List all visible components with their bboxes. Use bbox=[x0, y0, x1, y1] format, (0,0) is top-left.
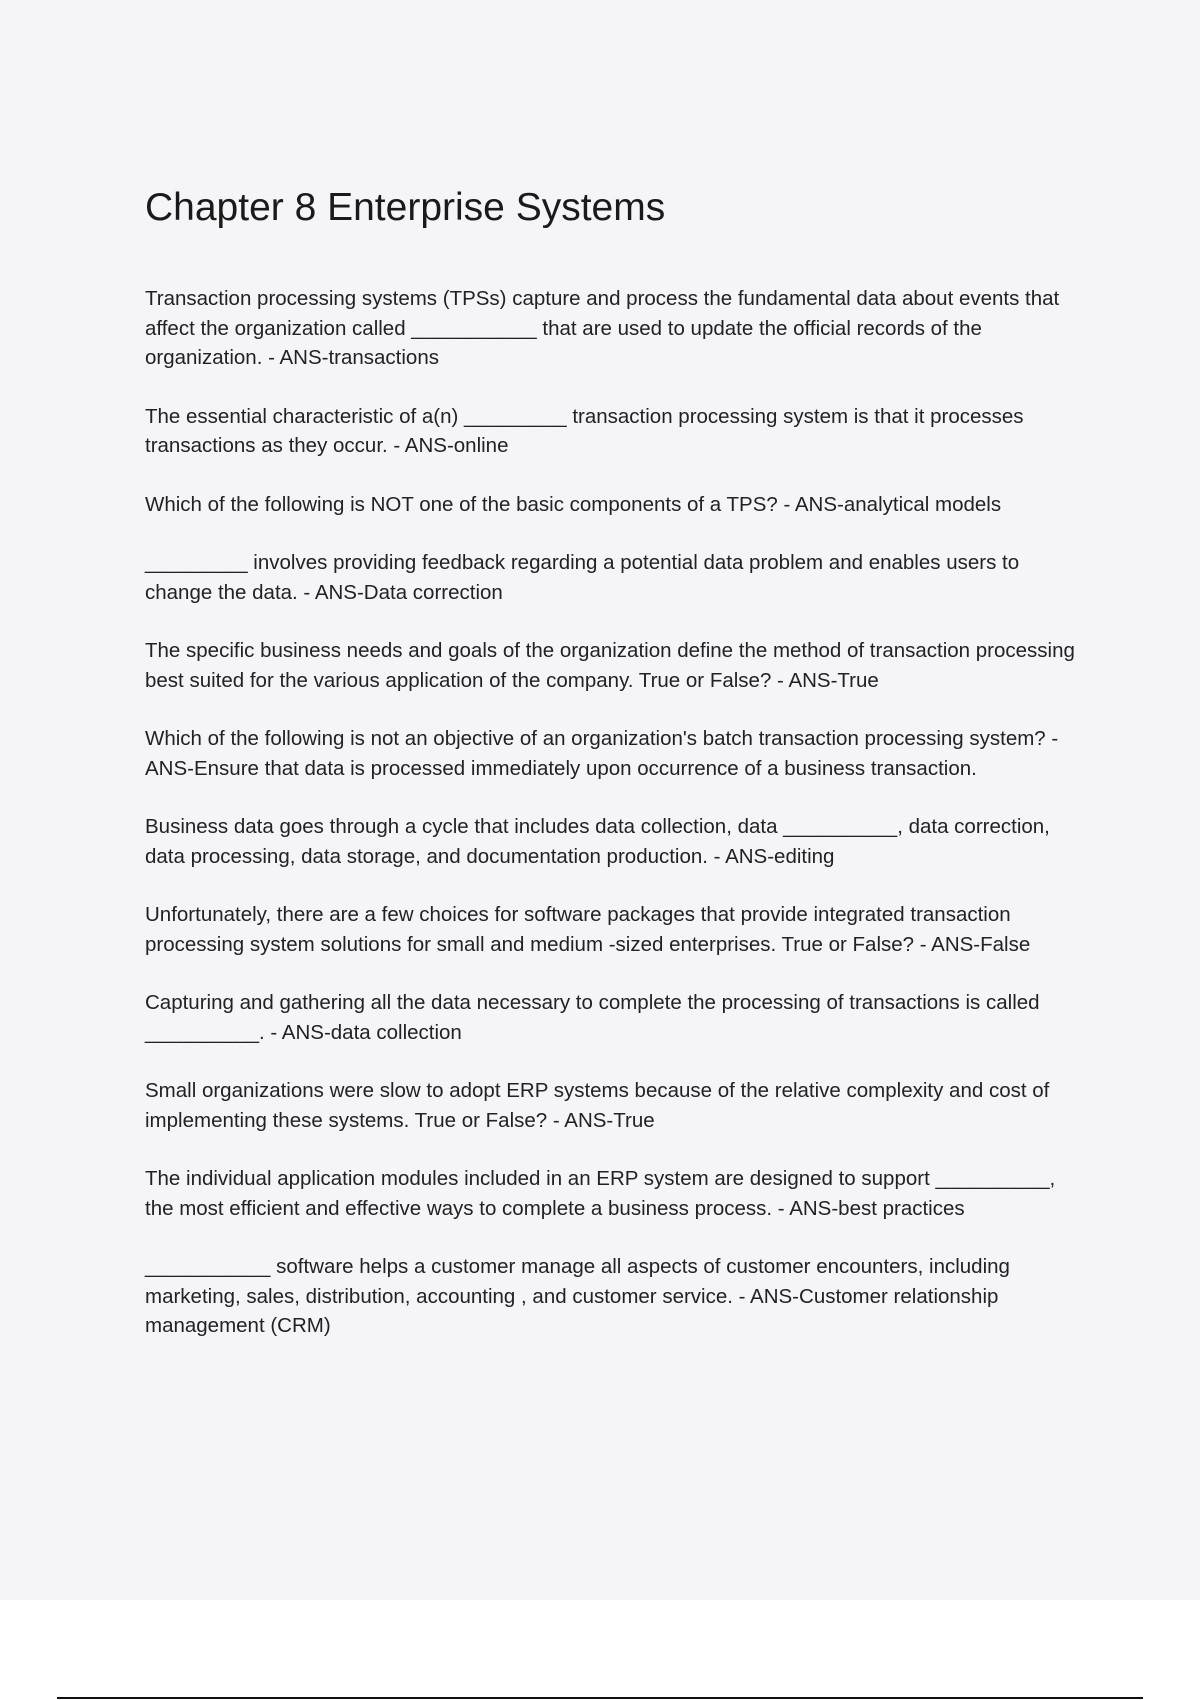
qa-item-6: Which of the following is not an objective of an organization's batch transaction processing system? - ANS-Ensure that data is processed immediately upon occurrence of a business transaction. bbox=[145, 727, 1059, 780]
page-title: Chapter 8 Enterprise Systems bbox=[145, 186, 666, 229]
qa-item-7: Business data goes through a cycle that includes data collection, data __________, data correction, data processing, data storage, and documentation production. - ANS-editing bbox=[145, 815, 1050, 868]
qa-item-3: Which of the following is NOT one of the basic components of a TPS? - ANS-analytical models bbox=[145, 492, 1002, 516]
qa-item-5: The specific business needs and goals of the organization define the method of transaction processing best suited for the various application of the company. True or False? - ANS-True bbox=[145, 639, 1075, 692]
qa-item-4: _________ involves providing feedback regarding a potential data problem and enables users to change the data. - ANS-Data correction bbox=[145, 551, 1020, 604]
document-content bbox=[145, 180, 1085, 1370]
qa-item-2: The essential characteristic of a(n) _________ transaction processing system is that it processes transactions as they occur. - ANS-online bbox=[145, 404, 1024, 457]
qa-item-1: Transaction processing systems (TPSs) capture and process the fundamental data about events that affect the organization called ___________ that are used to update the official records of the organization. - ANS-transactions bbox=[145, 287, 1060, 369]
qa-item-12: ___________ software helps a customer manage all aspects of customer encounters, including marketing, sales, distribution, accounting , and customer service. - ANS-Customer relationship management (CRM) bbox=[145, 1255, 1010, 1337]
footer-divider bbox=[57, 1697, 1143, 1699]
qa-item-11: The individual application modules included in an ERP system are designed to support __________, the most efficient and effective ways to complete a business process. - ANS-best practices bbox=[145, 1167, 1056, 1220]
qa-item-8: Unfortunately, there are a few choices for software packages that provide integrated transaction processing system solutions for small and medium -sized enterprises. True or False? - ANS-False bbox=[145, 903, 1031, 956]
qa-item-10: Small organizations were slow to adopt ERP systems because of the relative complexity and cost of implementing these systems. True or False? - ANS-True bbox=[145, 1079, 1050, 1132]
qa-item-9: Capturing and gathering all the data necessary to complete the processing of transactions is called __________. - ANS-data collection bbox=[145, 991, 1040, 1044]
